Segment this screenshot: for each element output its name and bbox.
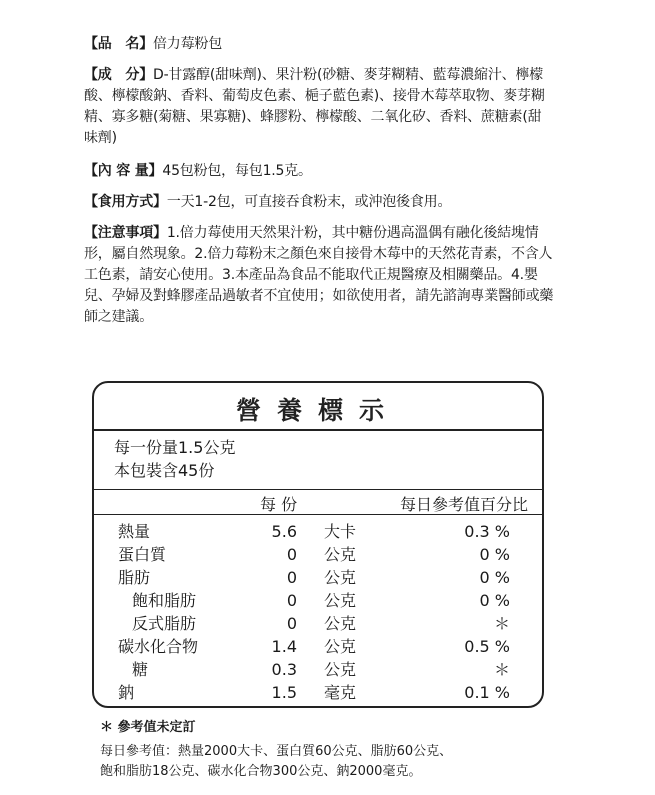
contents-label: 【內 容 量】: [84, 163, 163, 179]
nutrient-amount: 0: [286, 591, 297, 610]
header-divider: [94, 514, 542, 515]
nutrient-unit: 公克: [324, 660, 357, 679]
nutrition-row: [94, 567, 542, 589]
nutrient-amount: 5.6: [271, 522, 297, 541]
footnote-daily-ref-2: 飽和脂肪18公克、碳水化合物300公克、鈉2000毫克。: [100, 764, 422, 779]
nutrient-unit: 公克: [324, 545, 357, 564]
nutrient-daily-value: 0 %: [479, 591, 510, 610]
product-name-line: [84, 34, 554, 55]
nutrient-unit: 公克: [324, 637, 357, 656]
nutrient-daily-value: ＊: [493, 660, 510, 679]
nutrient-daily-value: 0.5 %: [464, 637, 510, 656]
nutrient-amount: 0.3: [271, 660, 297, 679]
nutrient-name: 熱量: [118, 522, 151, 541]
contents-value: 45包粉包，每包1.5克。: [162, 163, 312, 179]
nutrient-name: 反式脂肪: [132, 614, 197, 633]
nutrient-daily-value: ＊: [493, 614, 510, 633]
footnote-undefined: ＊ 參考值未定訂: [100, 720, 196, 735]
product-label-text: [84, 34, 554, 340]
product-name-value: 倍力莓粉包: [153, 36, 222, 52]
nutrition-facts-table: [92, 381, 544, 708]
nutrition-row: [94, 636, 542, 658]
usage-value: 一天1-2包，可直接吞食粉末，或沖泡後食用。: [166, 194, 452, 210]
servings-per-pack: 本包裝含45份: [114, 461, 215, 480]
nutrient-unit: 公克: [324, 591, 357, 610]
nutrition-row: [94, 659, 542, 681]
serving-size: 每一份量1.5公克: [114, 438, 236, 457]
footnote-daily-ref-1: 每日參考值：熱量2000大卡、蛋白質60公克、脂肪60公克、: [100, 744, 453, 759]
ingredients-value: D-甘露醇(甜味劑)、果汁粉(砂糖、麥芽糊精、藍莓濃縮汁、檸檬酸、檸檬酸鈉、香料、葡萄皮色素、梔子藍色素)、接骨木莓萃取物、麥芽糊精、寡多糖(菊糖、果寡糖)、蜂膠粉、檸檬酸、二氧化矽、香料、蔗糖素(甜味劑): [84, 67, 545, 146]
title-divider: [94, 429, 542, 431]
nutrition-title: 營養標示: [235, 396, 400, 425]
nutrient-name: 飽和脂肪: [132, 591, 197, 610]
nutrient-name: 碳水化合物: [118, 637, 199, 656]
usage-line: [84, 192, 554, 213]
nutrient-amount: 0: [286, 568, 297, 587]
ingredients-paragraph: [84, 65, 554, 149]
nutrient-name: 鈉: [118, 683, 135, 702]
notes-paragraph: [84, 223, 554, 328]
nutrient-amount: 1.5: [271, 683, 297, 702]
nutrient-amount: 0: [286, 545, 297, 564]
nutrition-row: [94, 521, 542, 543]
usage-label: 【食用方式】: [84, 194, 167, 210]
contents-line: [84, 161, 554, 182]
nutrient-unit: 毫克: [324, 683, 357, 702]
notes-label: 【注意事項】: [84, 225, 167, 241]
nutrient-unit: 大卡: [324, 522, 357, 541]
nutrient-unit: 公克: [324, 614, 357, 633]
nutrient-name: 脂肪: [118, 568, 151, 587]
nutrient-unit: 公克: [324, 568, 357, 587]
nutrition-row: [94, 613, 542, 635]
nutrition-row: [94, 682, 542, 704]
nutrient-amount: 0: [286, 614, 297, 633]
ingredients-label: 【成 分】: [84, 67, 153, 83]
nutrient-daily-value: 0 %: [479, 545, 510, 564]
nutrient-daily-value: 0 %: [479, 568, 510, 587]
nutrition-row: [94, 544, 542, 566]
serving-divider: [94, 489, 542, 490]
col-per-serving: 每 份: [260, 495, 298, 514]
nutrient-name: 糖: [132, 660, 149, 679]
notes-value: 1.倍力莓使用天然果汁粉，其中糖份遇高溫偶有融化後結塊情形，屬自然現象。2.倍力莓粉末之顏色來自接骨木莓中的天然花青素，不含人工色素，請安心使用。3.本產品為食品不能取代正規醫療及相關藥品。4.嬰兒、孕婦及對蜂膠產品過敏者不宜使用；如欲使用者，請先諮詢專業醫師或藥師之建議。: [84, 225, 554, 325]
nutrient-amount: 1.4: [271, 637, 297, 656]
nutrient-daily-value: 0.1 %: [464, 683, 510, 702]
nutrient-daily-value: 0.3 %: [464, 522, 510, 541]
nutrient-name: 蛋白質: [118, 545, 167, 564]
col-daily-value: 每日參考值百分比: [399, 495, 528, 514]
product-name-label: 【品 名】: [84, 36, 153, 52]
nutrition-row: [94, 590, 542, 612]
